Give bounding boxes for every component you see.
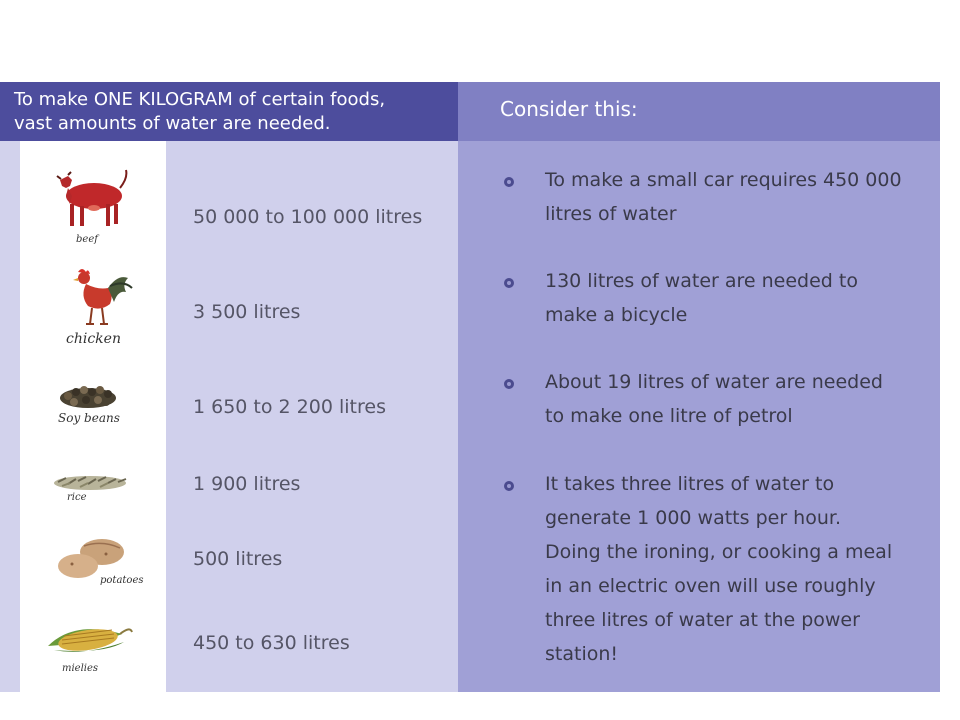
fact-line: To make a small car requires 450 000	[545, 169, 902, 191]
food-label: mielies	[62, 663, 99, 674]
fact-line: About 19 litres of water are needed	[545, 371, 883, 393]
rice-icon	[50, 470, 132, 496]
bullet-icon	[504, 379, 514, 389]
left-header-line-2: vast amounts of water are needed.	[14, 113, 331, 134]
chicken-water-value: 3 500 litres	[193, 301, 301, 323]
left-header	[0, 82, 458, 141]
fact-line: generate 1 000 watts per hour.	[545, 507, 841, 529]
fact-electricity	[545, 467, 892, 671]
beans-icon	[56, 380, 120, 414]
left-header-line-1: To make ONE KILOGRAM of certain foods,	[14, 89, 386, 110]
food-label: chicken	[66, 331, 121, 347]
rice-water-value: 1 900 litres	[193, 473, 301, 495]
beef-water-value: 50 000 to 100 000 litres	[193, 206, 423, 228]
corn-icon	[44, 616, 134, 666]
bullet-icon	[504, 481, 514, 491]
bullet-icon	[504, 278, 514, 288]
fact-car	[545, 163, 902, 231]
food-label: beef	[76, 234, 98, 245]
fact-line: in an electric oven will use roughly	[545, 575, 876, 597]
fact-line: Doing the ironing, or cooking a meal	[545, 541, 893, 563]
fact-petrol	[545, 365, 883, 433]
left-strip	[0, 141, 20, 692]
rooster-icon	[70, 266, 134, 336]
right-header	[458, 82, 940, 141]
fact-line: station!	[545, 643, 619, 665]
bullet-icon	[504, 177, 514, 187]
fact-line: It takes three litres of water to	[545, 473, 835, 495]
food-label: potatoes	[100, 575, 144, 586]
food-label: Soy beans	[58, 411, 120, 425]
fact-line: litres of water	[545, 203, 677, 225]
potatoes-water-value: 500 litres	[193, 548, 283, 570]
fact-bicycle	[545, 264, 858, 332]
fact-line: to make one litre of petrol	[545, 405, 793, 427]
right-header-title: Consider this:	[500, 97, 638, 121]
food-label: rice	[67, 492, 87, 503]
soybeans-water-value: 1 650 to 2 200 litres	[193, 396, 386, 418]
cow-icon	[50, 166, 132, 242]
fact-line: three litres of water at the power	[545, 609, 860, 631]
fact-line: 130 litres of water are needed to	[545, 270, 858, 292]
fact-line: make a bicycle	[545, 304, 688, 326]
mielies-water-value: 450 to 630 litres	[193, 632, 350, 654]
